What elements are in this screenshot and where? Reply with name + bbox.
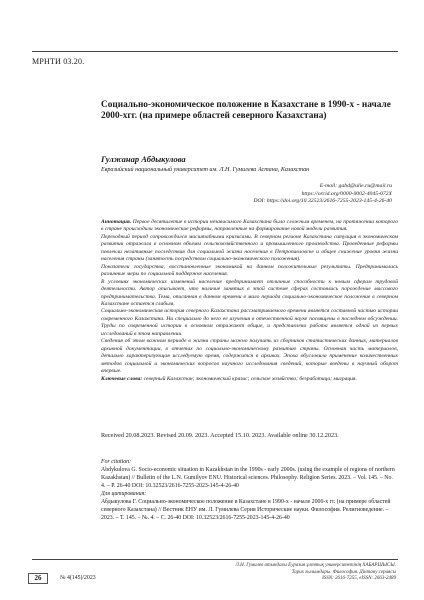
author-name: Гулжанар Абдыкулова <box>101 154 186 164</box>
for-citation-text: Abdykulova G. Socio-economic situation in Kazakhstan in the 1990s - early 2000s. (using the example of regions of northern Kazakhstan) // Bulletin of the L.N. Gumilyov ENU. Historical sciences. Philosophy. Religion Series. 2023. – Vol. 145. – No. 4. – P. 26-40 DOI: 10.32523/2616-7255-2023-145-4-26-40 <box>101 466 395 489</box>
dlya-citation-text: Абдыкулова Г. Социально-экономическое положение в Казахстане в 1990-х - начале 2000-х гг. (на примере областей северного Казахстана) // Вестник ЕНУ им. Л. Гумилева Серия Исторические науки. Философия. Религиоведение. – 2023. – Т. 145. – №. 4. – С. 26-40 DOI: 10.32523/2616-7255-2023-145-4-26-40 <box>101 498 391 521</box>
dlya-citation-label: Для цитирования: <box>101 490 147 497</box>
article-title: Социально-экономическое положение в Казахстане в 1990-х - начале 2000-хгг. (на примере областей северного Казахстана) <box>101 100 391 121</box>
journal-name: Л.Н. Гумилев атындағы Еуразия ұлттық университетінің ХАБАРШЫСЫ. <box>235 563 396 568</box>
issue-number: № 4(145)/2023 <box>60 575 96 581</box>
abstract-paragraph: Переходный период сопровождался масштабными кризисами. В северном регионе Казахстана ситуация в экономическом развитии отражала в основном объемы сельскохозяйственного и промышленного производства. Проведенные реформы повлекли негативные последствия для социальной жизни населения в Петропавловске и общее снижение уровня жизни населения страны (занятость посредством социально-экономического положения). <box>101 233 398 263</box>
for-citation-label: For citation: <box>101 459 132 465</box>
orcid-link[interactable]: https://orcid.org/0000-0002-4045-072X <box>301 190 392 197</box>
keywords-label: Ключевые слова: <box>101 375 143 382</box>
header-rule <box>32 51 398 52</box>
abstract-paragraph: Сведения об этом важном периоде в жизни страны можно получить из сборников статистических данных, материалов архивной документации, в отчетах по социально-экономическому развитию страны. Основная часть материалов, детально характеризующая исследуемую время, содержится в архивах. Эпоха обусловила применение количественных методов социальной и экономических вопросов научного исследования сведений, которые введены в научный оборот впервые. <box>101 338 398 375</box>
journal-issn: ISSN: 2616-7255, eISSN: 2663-2489 <box>322 576 396 582</box>
author-affiliation: Евразийский национальный университет им. Л.Н. Гумилева Астана, Казахстан <box>101 167 310 173</box>
abstract-paragraph: Показатели государства, восстановленные экономикой на данном положительные результаты. Предпринимались различные меры по социальной поддержке населения. <box>101 263 398 278</box>
keywords-line <box>101 376 398 383</box>
journal-footer <box>206 563 396 583</box>
abstract-label: Аннотация. <box>101 219 132 225</box>
footer-rule <box>32 559 398 560</box>
abstract-paragraph: В условиях экономических изменений население предпринимает отличные способности к новым сферам трудовой деятельности. Автор описывает, что наличие занятых в этой системе сферах состоялись порождение массового предпринимательства. Тема, описанная в данном времени в мало периода социально-экономическое положение в северном Казахстане остается слабым. <box>101 278 398 307</box>
irsti-code: МРНТИ 03.20. <box>32 57 85 66</box>
doi-link[interactable]: DOI: https://doi.org/10.32523/2616-7255-2023-145-4-26-40 <box>253 198 392 205</box>
received-dates: Received 20.08.2023. Revised 20.09. 2023. Accepted 15.10. 2023. Available online 30.12.2023. <box>101 432 339 439</box>
abstract-paragraph: Аннотация. Первое десятилетие в истории независимого Казахстана было сложным временем, на протяжении которого в стране происходили экономические реформы, направленные на формирование новой модели развития. <box>101 219 398 233</box>
abstract-block <box>101 219 398 383</box>
journal-series: Тарих ғылымдары. Философия. Дінтану сериясы <box>291 569 396 575</box>
citation-block <box>101 459 398 523</box>
email-link[interactable]: E-mail: gabd@ulie.ru@mail.ru <box>319 183 392 189</box>
keywords-text: северный Казахстан; экономический кризис; сельское хозяйство; безработица; миграция. <box>143 375 357 382</box>
abstract-paragraph: Социально-экономическая история северного Казахстана рассматриваемого времени является составной частью истории современного Казахстана. Ни специально до него ее изучения в отечественной науке посвящены в последнем обсуждении. Труды по современной истории в основном отражают общие, и представлена работа является одной из первых исследований в этом направлении. <box>101 308 398 337</box>
contacts-block <box>253 183 392 206</box>
page-number: 26 <box>28 573 48 584</box>
